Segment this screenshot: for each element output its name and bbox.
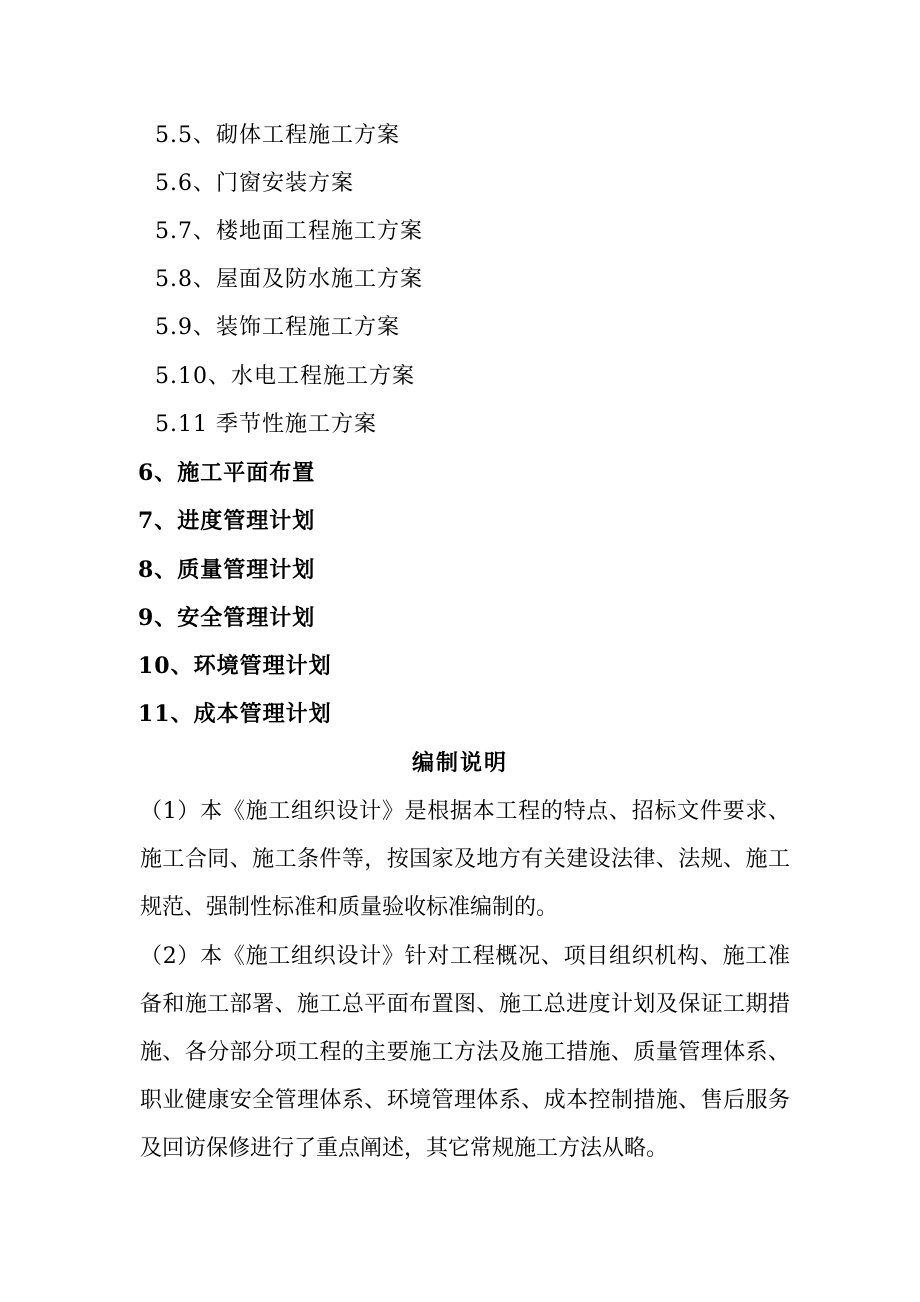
toc-item-5-11: 5.11 季节性施工方案 — [155, 412, 377, 437]
section-title: 编制说明 — [411, 750, 508, 776]
toc-item-5-7: 5.7、楼地面工程施工方案 — [155, 219, 423, 244]
toc-item-6: 6、施工平面布置 — [138, 460, 316, 486]
toc-item-11: 11、成本管理计划 — [138, 701, 332, 727]
note-paragraph-2: （2）本《施工组织设计》针对工程概况、项目组织机构、施工准备和施工部署、施工总平面布置图、施工总进度计划及保证工期措施、各分部分项工程的主要施工方法及施工措施、质量管理体系、职业健康安全管理体系、环境管理体系、成本控制措施、售后服务及回访保修进行了重点阐述，其它常规施工方法从略。 — [140, 944, 790, 1161]
note-paragraph-1: （1）本《施工组织设计》是根据本工程的特点、招标文件要求、施工合同、施工条件等，按国家及地方有关建设法律、法规、施工规范、强制性标准和质量验收标准编制的。 — [140, 799, 790, 920]
toc-item-8: 8、质量管理计划 — [138, 557, 316, 583]
toc-item-5-9: 5.9、装饰工程施工方案 — [155, 315, 400, 340]
toc-item-5-8: 5.8、屋面及防水施工方案 — [155, 267, 423, 292]
toc-item-5-6: 5.6、门窗安装方案 — [155, 171, 354, 196]
toc-item-5-5: 5.5、砌体工程施工方案 — [155, 123, 400, 148]
toc-item-5-10: 5.10、水电工程施工方案 — [155, 364, 415, 389]
toc-item-7: 7、进度管理计划 — [138, 508, 316, 534]
toc-item-9: 9、安全管理计划 — [138, 605, 316, 631]
toc-item-10: 10、环境管理计划 — [138, 653, 332, 679]
